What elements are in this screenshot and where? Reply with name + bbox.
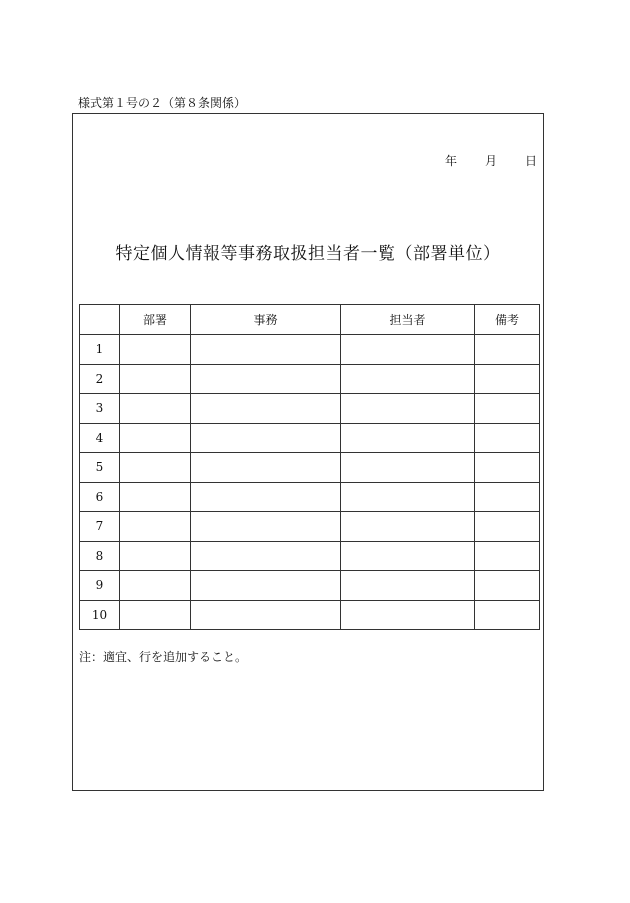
- row-number: 10: [80, 600, 120, 630]
- person-cell[interactable]: [341, 335, 475, 365]
- task-cell[interactable]: [191, 512, 341, 542]
- header-remarks: 備考: [475, 305, 540, 335]
- staff-table: [79, 304, 540, 630]
- table-row: [80, 453, 540, 483]
- table-row: [80, 571, 540, 601]
- table-row: [80, 335, 540, 365]
- header-task: 事務: [191, 305, 341, 335]
- row-number: 1: [80, 335, 120, 365]
- row-number: 5: [80, 453, 120, 483]
- remarks-cell[interactable]: [475, 364, 540, 394]
- task-cell[interactable]: [191, 482, 341, 512]
- row-number: 8: [80, 541, 120, 571]
- task-cell[interactable]: [191, 453, 341, 483]
- table-row: [80, 600, 540, 630]
- row-number: 2: [80, 364, 120, 394]
- person-cell[interactable]: [341, 423, 475, 453]
- remarks-cell[interactable]: [475, 482, 540, 512]
- table-row: [80, 512, 540, 542]
- task-cell[interactable]: [191, 541, 341, 571]
- row-number: 3: [80, 394, 120, 424]
- date-line: [445, 154, 537, 168]
- person-cell[interactable]: [341, 600, 475, 630]
- row-number: 7: [80, 512, 120, 542]
- person-cell[interactable]: [341, 571, 475, 601]
- person-cell[interactable]: [341, 394, 475, 424]
- department-cell[interactable]: [120, 335, 191, 365]
- date-day-label: 日: [524, 154, 537, 168]
- header-department: 部署: [120, 305, 191, 335]
- remarks-cell[interactable]: [475, 600, 540, 630]
- department-cell[interactable]: [120, 512, 191, 542]
- table-row: [80, 423, 540, 453]
- remarks-cell[interactable]: [475, 335, 540, 365]
- table-row: [80, 541, 540, 571]
- task-cell[interactable]: [191, 600, 341, 630]
- department-cell[interactable]: [120, 423, 191, 453]
- form-number-label: 様式第１号の２（第８条関係）: [78, 96, 247, 110]
- table-row: [80, 364, 540, 394]
- date-year-label: 年: [444, 154, 457, 168]
- row-number: 4: [80, 423, 120, 453]
- date-month-label: 月: [484, 154, 497, 168]
- task-cell[interactable]: [191, 423, 341, 453]
- department-cell[interactable]: [120, 482, 191, 512]
- table-row: [80, 394, 540, 424]
- remarks-cell[interactable]: [475, 453, 540, 483]
- footnote: 注：適宜、行を追加すること。: [79, 650, 248, 664]
- person-cell[interactable]: [341, 512, 475, 542]
- department-cell[interactable]: [120, 541, 191, 571]
- table-header-row: [80, 305, 540, 335]
- task-cell[interactable]: [191, 335, 341, 365]
- remarks-cell[interactable]: [475, 423, 540, 453]
- department-cell[interactable]: [120, 453, 191, 483]
- header-number: [80, 305, 120, 335]
- task-cell[interactable]: [191, 394, 341, 424]
- remarks-cell[interactable]: [475, 541, 540, 571]
- department-cell[interactable]: [120, 364, 191, 394]
- form-frame: [72, 113, 544, 791]
- header-person: 担当者: [341, 305, 475, 335]
- task-cell[interactable]: [191, 364, 341, 394]
- department-cell[interactable]: [120, 600, 191, 630]
- row-number: 6: [80, 482, 120, 512]
- remarks-cell[interactable]: [475, 394, 540, 424]
- person-cell[interactable]: [341, 541, 475, 571]
- department-cell[interactable]: [120, 394, 191, 424]
- row-number: 9: [80, 571, 120, 601]
- task-cell[interactable]: [191, 571, 341, 601]
- table-row: [80, 482, 540, 512]
- remarks-cell[interactable]: [475, 512, 540, 542]
- document-title: 特定個人情報等事務取扱担当者一覧（部署単位）: [115, 244, 501, 264]
- person-cell[interactable]: [341, 453, 475, 483]
- person-cell[interactable]: [341, 364, 475, 394]
- department-cell[interactable]: [120, 571, 191, 601]
- person-cell[interactable]: [341, 482, 475, 512]
- remarks-cell[interactable]: [475, 571, 540, 601]
